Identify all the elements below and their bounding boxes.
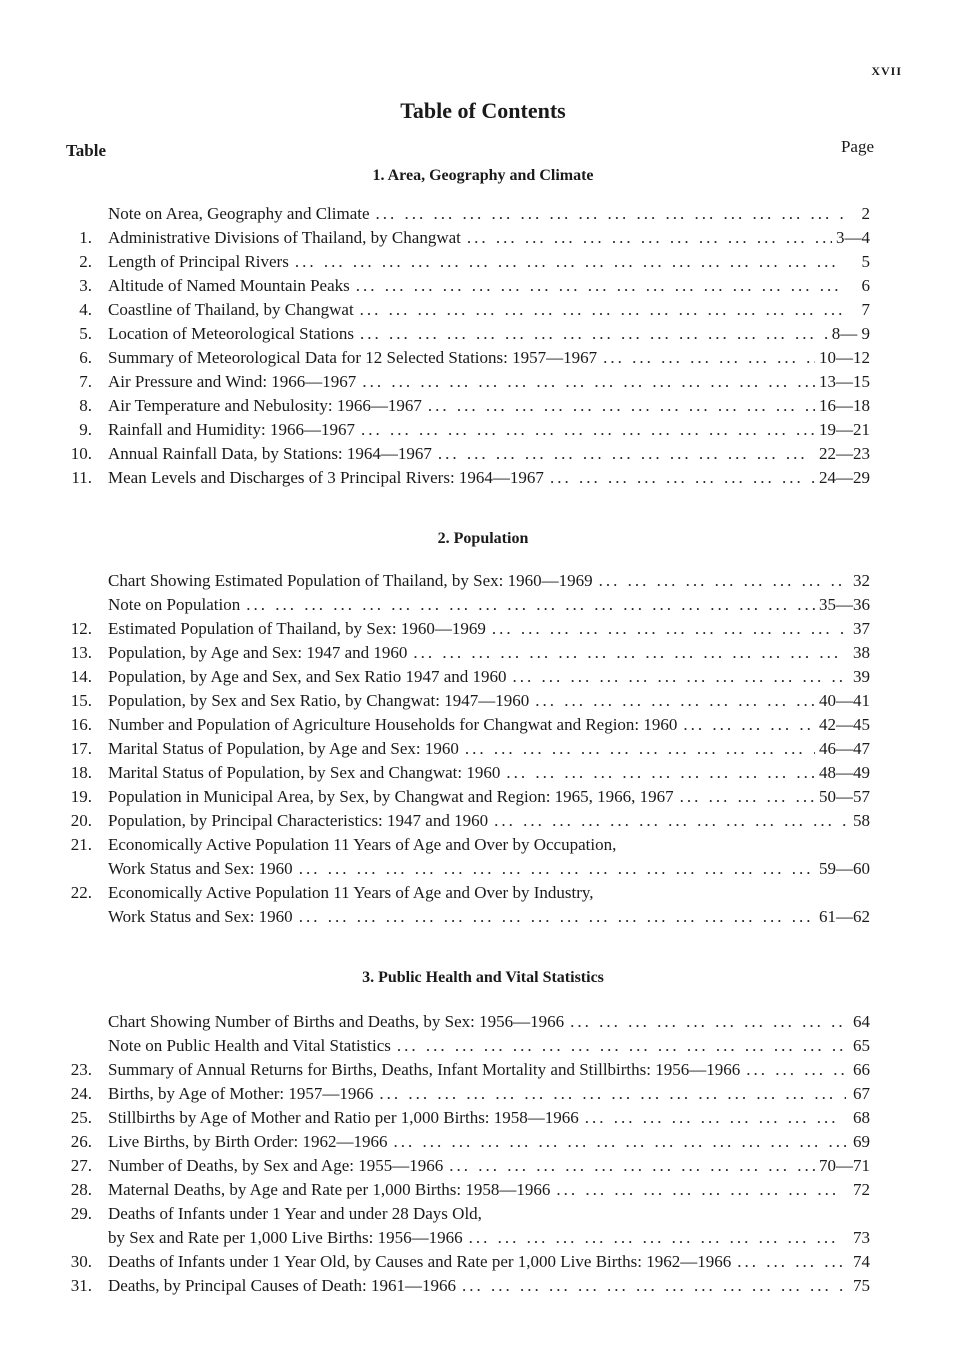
toc-entry-number: 8.	[79, 396, 92, 415]
dot-leader	[731, 1250, 846, 1274]
toc-entry-title: Summary of Annual Returns for Births, Deaths, Infant Mortality and Stillbirths: 1956—1966	[108, 1060, 741, 1079]
toc-entry-number: 1.	[79, 228, 92, 247]
toc-entry-number: 6.	[79, 348, 92, 367]
toc-entry-page: 38	[853, 643, 870, 662]
section-entries	[0, 569, 966, 929]
dot-leader	[486, 617, 846, 641]
toc-entry	[0, 1010, 966, 1034]
toc-entry-number: 15.	[70, 691, 92, 710]
toc-entry-title: Rainfall and Humidity: 1966—1967	[108, 420, 355, 439]
toc-entry	[0, 617, 966, 641]
toc-entry-title: Stillbirths by Age of Mother and Ratio per 1,000 Births: 1958—1966	[108, 1108, 579, 1127]
dot-leader	[370, 202, 846, 226]
toc-entry	[0, 761, 966, 785]
toc-entry	[0, 1058, 966, 1082]
toc-entry	[0, 370, 966, 394]
toc-entry-page: 50—57	[819, 787, 870, 806]
toc-entry-page: 65	[853, 1036, 870, 1055]
toc-entry	[0, 202, 966, 226]
toc-entry-title: Coastline of Thailand, by Changwat	[108, 300, 354, 319]
dot-leader	[422, 394, 815, 418]
dot-leader	[456, 1274, 846, 1298]
dot-leader	[593, 569, 846, 593]
toc-entry-page: 19—21	[819, 420, 870, 439]
toc-entry-title: Number and Population of Agriculture Households for Changwat and Region: 1960	[108, 715, 678, 734]
dot-leader	[507, 665, 846, 689]
toc-entry-number: 12.	[70, 619, 92, 638]
toc-entry-page: 7	[861, 300, 870, 319]
toc-entry-page: 37	[853, 619, 870, 638]
toc-entry-number: 11.	[71, 468, 92, 487]
dot-leader	[461, 226, 832, 250]
toc-entry	[0, 641, 966, 665]
toc-entry-title: Annual Rainfall Data, by Stations: 1964—1967	[108, 444, 432, 463]
dot-leader	[544, 466, 815, 490]
dot-leader	[740, 1058, 846, 1082]
toc-entry-number: 28.	[70, 1180, 92, 1199]
dot-leader	[432, 442, 815, 466]
toc-entry-number: 31.	[70, 1276, 92, 1295]
toc-entry-title: Work Status and Sex: 1960	[108, 907, 293, 926]
toc-entry	[0, 593, 966, 617]
dot-leader	[564, 1010, 846, 1034]
toc-entry	[0, 1106, 966, 1130]
dot-leader	[240, 593, 815, 617]
toc-entry-number: 14.	[70, 667, 92, 686]
toc-entry-page: 67	[853, 1084, 870, 1103]
toc-entry	[0, 1082, 966, 1106]
dot-leader	[488, 809, 846, 833]
section-entries	[0, 1010, 966, 1298]
toc-entry-page: 59—60	[819, 859, 870, 878]
toc-entry-page: 40—41	[819, 691, 870, 710]
toc-entry-page: 6	[861, 276, 870, 295]
toc-entry-page: 22—23	[819, 444, 870, 463]
toc-entry	[0, 442, 966, 466]
toc-entry-number: 30.	[70, 1252, 92, 1271]
dot-leader	[293, 857, 815, 881]
toc-entry-page: 32	[853, 571, 870, 590]
toc-entry-number: 18.	[70, 763, 92, 782]
toc-entry-title: Chart Showing Number of Births and Deaths, by Sex: 1956—1966	[108, 1012, 565, 1031]
toc-entry	[0, 905, 966, 929]
toc-entry-title: Administrative Divisions of Thailand, by Changwat	[108, 228, 461, 247]
toc-entry	[0, 1178, 966, 1202]
toc-entry	[0, 1130, 966, 1154]
toc-entry-title: Deaths, by Principal Causes of Death: 1961—1966	[108, 1276, 456, 1295]
dot-leader	[677, 713, 815, 737]
toc-entry-title: Deaths of Infants under 1 Year and under 28 Days Old,	[108, 1204, 482, 1223]
toc-entry-number: 21.	[70, 835, 92, 854]
toc-entry-number: 24.	[70, 1084, 92, 1103]
toc-entry-page: 5	[861, 252, 870, 271]
toc-entry-number: 13.	[70, 643, 92, 662]
toc-entry-title: by Sex and Rate per 1,000 Live Births: 1956—1966	[108, 1228, 463, 1247]
dot-leader	[407, 641, 846, 665]
toc-entry	[0, 737, 966, 761]
toc-entry-number: 17.	[70, 739, 92, 758]
toc-entry-title: Estimated Population of Thailand, by Sex: 1960—1969	[108, 619, 486, 638]
toc-entry-page: 58	[853, 811, 870, 830]
dot-leader	[289, 250, 846, 274]
dot-leader	[500, 761, 815, 785]
dot-leader	[391, 1034, 846, 1058]
toc-entry-title: Marital Status of Population, by Sex and Changwat: 1960	[108, 763, 501, 782]
toc-entry-page: 2	[861, 204, 870, 223]
toc-entry-title: Population, by Age and Sex: 1947 and 1960	[108, 643, 408, 662]
toc-entry-number: 22.	[70, 883, 92, 902]
dot-leader	[356, 370, 815, 394]
toc-entry	[0, 569, 966, 593]
toc-entry-number: 4.	[79, 300, 92, 319]
toc-entry-title: Marital Status of Population, by Age and Sex: 1960	[108, 739, 459, 758]
toc-entry-number: 29.	[70, 1204, 92, 1223]
toc-entry-title: Population, by Age and Sex, and Sex Ratio 1947 and 1960	[108, 667, 507, 686]
toc-entry-title: Air Pressure and Wind: 1966—1967	[108, 372, 357, 391]
toc-entry-title: Maternal Deaths, by Age and Rate per 1,000 Births: 1958—1966	[108, 1180, 551, 1199]
toc-entry-page: 74	[853, 1252, 870, 1271]
dot-leader	[350, 274, 846, 298]
column-header-table: Table	[66, 141, 107, 160]
dot-leader	[293, 905, 815, 929]
toc-entry-number: 25.	[70, 1108, 92, 1127]
dot-leader	[354, 322, 828, 346]
toc-entry-page: 70—71	[819, 1156, 870, 1175]
toc-entry-title: Live Births, by Birth Order: 1962—1966	[108, 1132, 388, 1151]
toc-entry-title: Population, by Sex and Sex Ratio, by Changwat: 1947—1960	[108, 691, 530, 710]
toc-entry	[0, 881, 966, 905]
toc-entry-title: Economically Active Population 11 Years of Age and Over by Industry,	[108, 883, 594, 902]
toc-entry	[0, 1154, 966, 1178]
toc-entry-page: 39	[853, 667, 870, 686]
toc-entry-page: 69	[853, 1132, 870, 1151]
dot-leader	[354, 298, 846, 322]
toc-entry-title: Deaths of Infants under 1 Year Old, by Causes and Rate per 1,000 Live Births: 1962—1966	[108, 1252, 732, 1271]
toc-entry-title: Births, by Age of Mother: 1957—1966	[108, 1084, 374, 1103]
toc-entry-number: 27.	[70, 1156, 92, 1175]
toc-entry	[0, 466, 966, 490]
toc-entry	[0, 1250, 966, 1274]
toc-entry	[0, 418, 966, 442]
toc-entry-title: Economically Active Population 11 Years of Age and Over by Occupation,	[108, 835, 617, 854]
toc-entry-page: 8— 9	[831, 324, 870, 343]
toc-entry-title: Note on Population	[108, 595, 241, 614]
toc-entry-page: 16—18	[819, 396, 870, 415]
toc-entry-page: 66	[853, 1060, 870, 1079]
toc-entry-title: Number of Deaths, by Sex and Age: 1955—1966	[108, 1156, 444, 1175]
toc-entry	[0, 226, 966, 250]
toc-entry-page: 48—49	[819, 763, 870, 782]
page-number: XVII	[871, 64, 902, 78]
dot-leader	[529, 689, 815, 713]
toc-entry	[0, 1034, 966, 1058]
toc-entry-page: 24—29	[819, 468, 870, 487]
toc-entry-page: 35—36	[819, 595, 870, 614]
toc-entry	[0, 346, 966, 370]
dot-leader	[443, 1154, 815, 1178]
section-title-public-health: 3. Public Health and Vital Statistics	[362, 969, 604, 986]
section-entries	[0, 202, 966, 490]
toc-entry-number: 7.	[79, 372, 92, 391]
toc-entry-page: 61—62	[819, 907, 870, 926]
toc-entry-title: Population in Municipal Area, by Sex, by Changwat and Region: 1965, 1966, 1967	[108, 787, 674, 806]
toc-entry-number: 23.	[70, 1060, 92, 1079]
toc-entry-title: Length of Principal Rivers	[108, 252, 289, 271]
toc-entry-page: 68	[853, 1108, 870, 1127]
toc-entry	[0, 274, 966, 298]
page-title: Table of Contents	[400, 98, 566, 123]
toc-entry	[0, 713, 966, 737]
toc-entry-number: 5.	[79, 324, 92, 343]
toc-entry-title: Chart Showing Estimated Population of Thailand, by Sex: 1960—1969	[108, 571, 593, 590]
toc-entry-number: 10.	[70, 444, 92, 463]
toc-entry	[0, 322, 966, 346]
toc-entry-page: 75	[853, 1276, 870, 1295]
toc-entry-page: 42—45	[819, 715, 870, 734]
toc-entry-number: 3.	[79, 276, 92, 295]
section-title-area-geography-climate: 1. Area, Geography and Climate	[372, 167, 594, 184]
toc-entry	[0, 250, 966, 274]
toc-entry-page: 13—15	[819, 372, 870, 391]
toc-entry	[0, 298, 966, 322]
toc-entry-title: Population, by Principal Characteristics: 1947 and 1960	[108, 811, 489, 830]
toc-entry-title: Altitude of Named Mountain Peaks	[108, 276, 350, 295]
dot-leader	[388, 1130, 846, 1154]
toc-entry-page: 64	[853, 1012, 870, 1031]
toc-entry-title: Location of Meteorological Stations	[108, 324, 354, 343]
toc-entry	[0, 857, 966, 881]
toc-entry-page: 46—47	[819, 739, 870, 758]
toc-entry-page: 72	[853, 1180, 870, 1199]
toc-entry-page: 3—4	[836, 228, 870, 247]
toc-entry	[0, 1202, 966, 1226]
dot-leader	[373, 1082, 846, 1106]
toc-entry-number: 16.	[70, 715, 92, 734]
toc-entry-page: 73	[853, 1228, 870, 1247]
toc-entry-number: 19.	[70, 787, 92, 806]
toc-entry-title: Air Temperature and Nebulosity: 1966—1967	[108, 396, 422, 415]
toc-entry	[0, 1274, 966, 1298]
toc-entry	[0, 1226, 966, 1250]
toc-entry	[0, 394, 966, 418]
section-title-population: 2. Population	[437, 530, 529, 547]
dot-leader	[579, 1106, 846, 1130]
toc-entry-number: 2.	[79, 252, 92, 271]
dot-leader	[550, 1178, 846, 1202]
toc-entry-title: Note on Public Health and Vital Statistics	[108, 1036, 391, 1055]
toc-entry	[0, 689, 966, 713]
column-header-page: Page	[840, 137, 874, 156]
toc-entry	[0, 809, 966, 833]
toc-entry-page: 10—12	[819, 348, 870, 367]
toc-entry-title: Note on Area, Geography and Climate	[108, 204, 370, 223]
dot-leader	[463, 1226, 846, 1250]
toc-entry-number: 20.	[70, 811, 92, 830]
toc-entry-number: 9.	[79, 420, 92, 439]
toc-entry	[0, 785, 966, 809]
toc-entry-title: Mean Levels and Discharges of 3 Principal Rivers: 1964—1967	[108, 468, 544, 487]
toc-entry-title: Summary of Meteorological Data for 12 Selected Stations: 1957—1967	[108, 348, 598, 367]
dot-leader	[597, 346, 815, 370]
toc-entry	[0, 665, 966, 689]
toc-entry	[0, 833, 966, 857]
dot-leader	[355, 418, 815, 442]
toc-entry-title: Work Status and Sex: 1960	[108, 859, 293, 878]
dot-leader	[674, 785, 815, 809]
toc-entry-number: 26.	[70, 1132, 92, 1151]
dot-leader	[459, 737, 815, 761]
